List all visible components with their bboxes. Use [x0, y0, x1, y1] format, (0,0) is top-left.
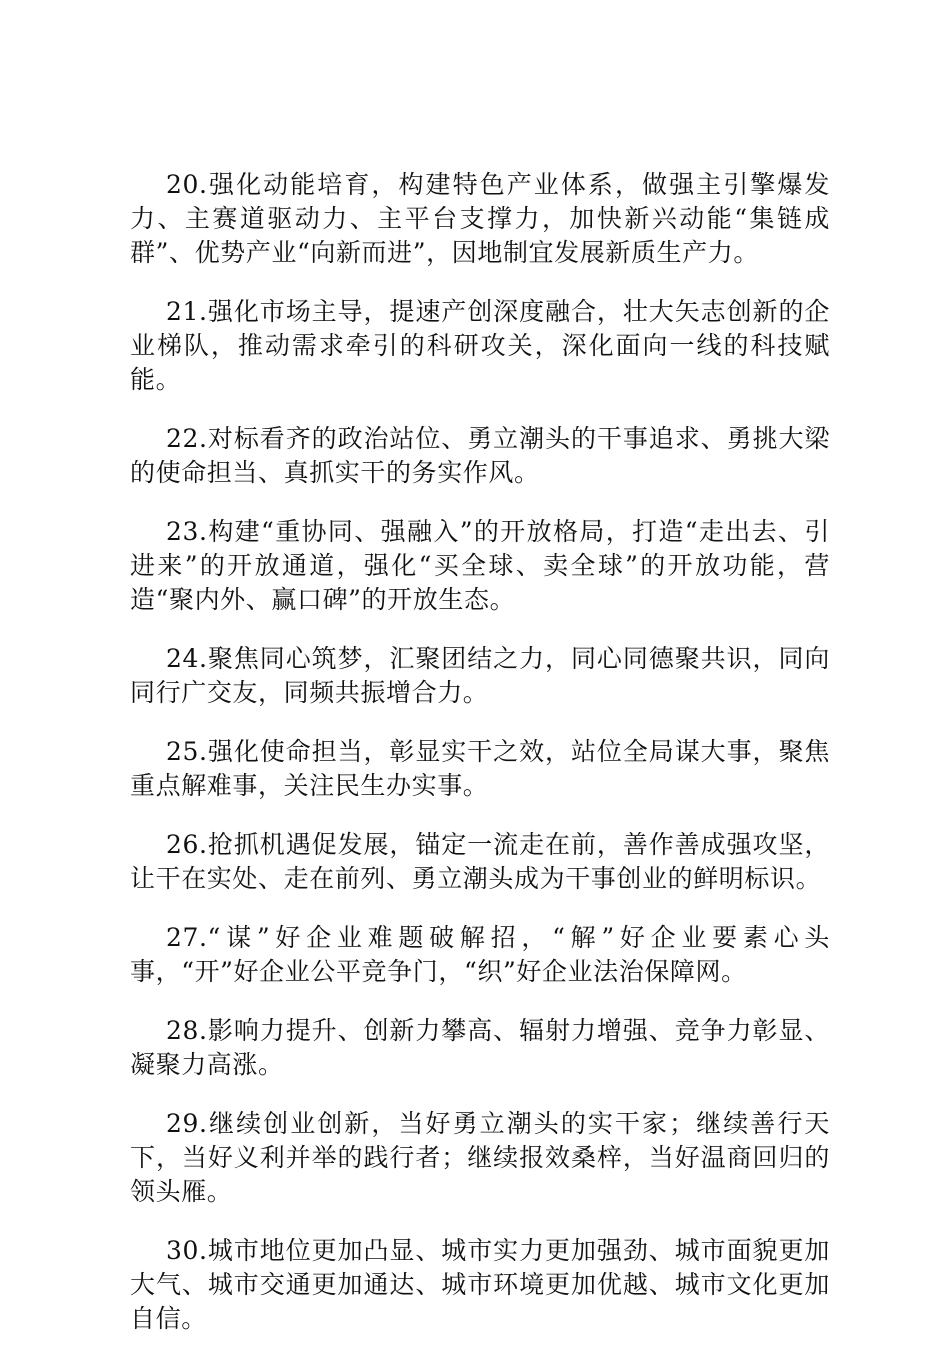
document-body	[130, 168, 830, 1361]
paragraph-20: 20.强化动能培育，构建特色产业体系，做强主引擎爆发力、主赛道驱动力、主平台支撑力，加快新兴动能“集链成群”、优势产业“向新而进”，因地制宜发展新质生产力。	[130, 170, 830, 267]
paragraph-27: 27.“谋”好企业难题破解招，“解”好企业要素心头事，“开”好企业公平竞争门，“织”好企业法治保障网。	[130, 923, 830, 986]
paragraph-25: 25.强化使命担当，彰显实干之效，站位全局谋大事，聚焦重点解难事，关注民生办实事。	[130, 737, 830, 800]
paragraph-28: 28.影响力提升、创新力攀高、辐射力增强、竞争力彰显、凝聚力高涨。	[130, 1016, 830, 1079]
paragraph-30: 30.城市地位更加凸显、城市实力更加强劲、城市面貌更加大气、城市交通更加通达、城市环境更加优越、城市文化更加自信。	[130, 1236, 830, 1333]
paragraph-29: 29.继续创业创新，当好勇立潮头的实干家；继续善行天下，当好义利并举的践行者；继续报效桑梓，当好温商回归的领头雁。	[130, 1109, 830, 1206]
paragraph-26: 26.抢抓机遇促发展，锚定一流走在前，善作善成强攻坚，让干在实处、走在前列、勇立潮头成为干事创业的鲜明标识。	[130, 830, 830, 893]
paragraph-21: 21.强化市场主导，提速产创深度融合，壮大矢志创新的企业梯队，推动需求牵引的科研攻关，深化面向一线的科技赋能。	[130, 297, 830, 394]
paragraph-24: 24.聚焦同心筑梦，汇聚团结之力，同心同德聚共识，同向同行广交友，同频共振增合力。	[130, 644, 830, 707]
paragraph-22: 22.对标看齐的政治站位、勇立潮头的干事追求、勇挑大梁的使命担当、真抓实干的务实作风。	[130, 424, 830, 487]
paragraph-23: 23.构建“重协同、强融入”的开放格局，打造“走出去、引进来”的开放通道，强化“买全球、卖全球”的开放功能，营造“聚内外、赢口碑”的开放生态。	[130, 517, 830, 614]
